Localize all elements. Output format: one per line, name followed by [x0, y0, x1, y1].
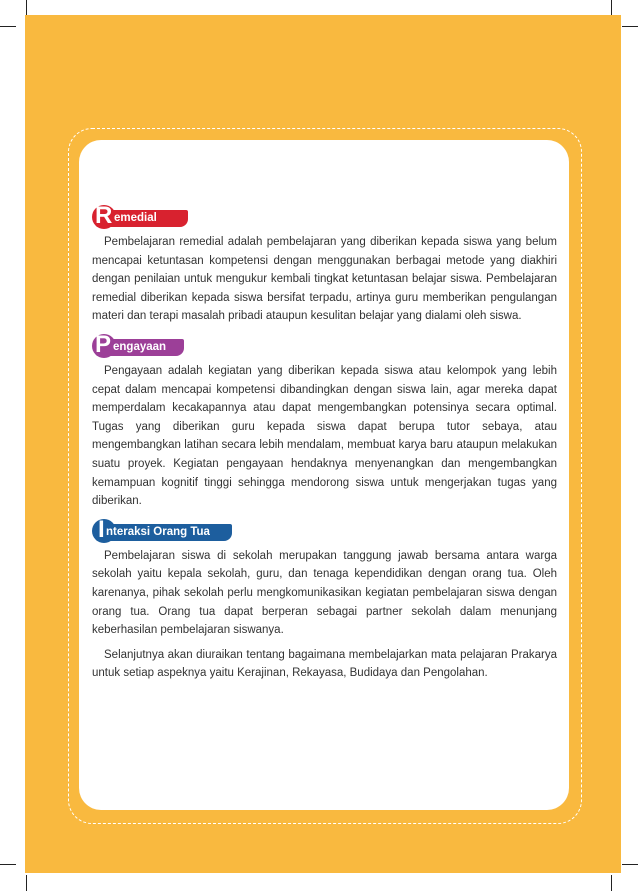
crop-mark	[26, 875, 27, 891]
paragraph-pengayaan: Pengayaan adalah kegiatan yang diberikan kepada siswa atau kelompok yang lebih cepat dalam mencapai kompetensi dibandingkan dengan siswa lain, agar mereka dapat memperdalam kecakapannya atau dapat mengembangkan potensinya secara optimal. Tugas yang diberikan guru kepada siswa dapat berupa tutor sebaya, atau mengembangkan latihan secara lebih mendalam, membuat karya baru ataupun melakukan suatu proyek. Kegiatan pengayaan hendaknya menyenangkan dan mengembangkan kemampuan kognitif tinggi sehingga mendorong siswa untuk mengerjakan tugas yang diberikan.	[92, 364, 557, 508]
heading-initial: R	[95, 202, 113, 229]
crop-mark	[622, 26, 638, 27]
heading-initial: P	[95, 330, 112, 358]
heading-text: emedial	[114, 212, 157, 224]
paragraph-selanjutnya: Selanjutnya akan diuraikan tentang bagaimana membelajarkan mata pelajaran Prakarya untuk setiap aspeknya yaitu Kerajinan, Rekayasa, Budidaya dan Pengolahan.	[92, 648, 557, 680]
section-heading-interaksi	[92, 515, 557, 543]
heading-text: engayaan	[113, 340, 167, 353]
paragraph-remedial: Pembelajaran remedial adalah pembelajaran yang diberikan kepada siswa yang belum mencapai ketuntasan kompetensi dengan menggunakan berbagai metode yang diakhiri dengan penilaian untuk mengukur kembali tingkat ketuntasan belajar siswa. Pembelajaran remedial diberikan kepada siswa bersifat terpadu, artinya guru memberikan pengulangan materi dan terapi masalah pribadi ataupun kesulitan belajar yang dialami oleh siswa.	[92, 236, 557, 323]
section-heading-pengayaan	[92, 330, 557, 358]
crop-mark	[0, 864, 16, 865]
paragraph-interaksi: Pembelajaran siswa di sekolah merupakan tanggung jawab bersama antara warga sekolah yaitu kepala sekolah, guru, dan tenaga kependidikan dengan orang tua. Oleh karenanya, pihak sekolah perlu mengkomunikasikan kegiatan pembelajaran siswa dengan orang tua. Orang tua dapat berperan sebagai partner sekolah dalam menunjang keberhasilan pembelajaran siswanya.	[92, 549, 557, 637]
heading-text: nteraksi Orang Tua	[106, 525, 210, 538]
document-body	[92, 202, 557, 683]
heading-initial: I	[98, 515, 105, 543]
crop-mark	[611, 0, 612, 16]
crop-mark	[26, 0, 27, 16]
crop-mark	[611, 875, 612, 891]
section-heading-remedial	[92, 202, 557, 229]
crop-mark	[0, 26, 16, 27]
crop-mark	[622, 864, 638, 865]
